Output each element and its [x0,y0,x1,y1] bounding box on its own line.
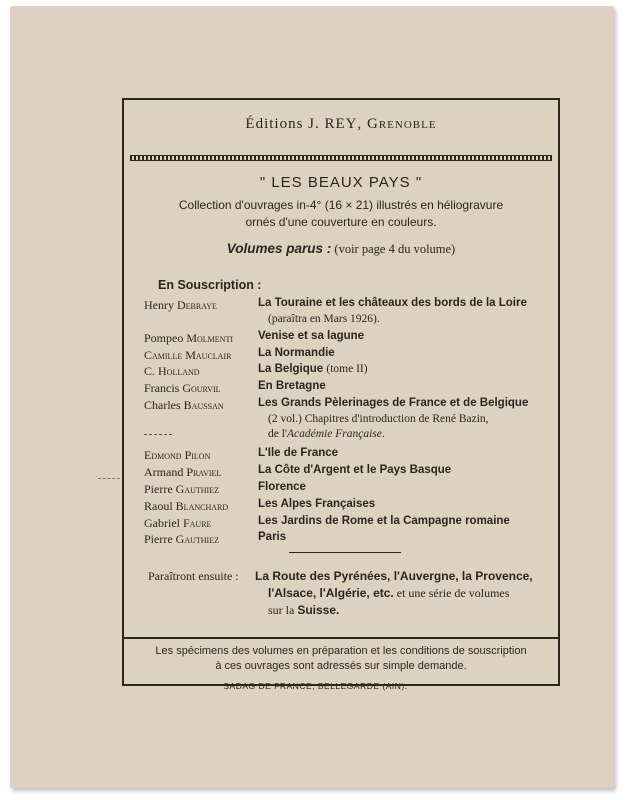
work-title: L'Ile de France [258,447,339,459]
work-title: Les Grands Pèlerinages de France et de Belgique [258,397,529,409]
work-title: Les Alpes Françaises [258,498,376,510]
author: Henry Debraye [144,298,217,312]
souscription-label: En Souscription : [158,278,262,292]
publisher-heading: Éditions J. REY, Grenoble [245,116,437,132]
decorative-hatched-rule [130,155,552,161]
printer-imprint: SADAG DE FRANCE, BELLEGARDE (AIN). [223,681,408,691]
margin-dash [98,478,120,479]
work-title: La Touraine et les châteaux des bords de la Loire [258,297,527,309]
publication-note: de l'Académie Française. [268,428,385,440]
author: Francis Gourvil [144,381,221,395]
series-title: " LES BEAUX PAYS " [259,174,423,191]
author: Pompeo Molmenti [144,331,234,345]
publication-note: (2 vol.) Chapitres d'introduction de René Bazin, [268,413,489,425]
separator-dash [144,434,172,435]
author: Gabriel Faure [144,516,212,530]
work-title: Paris [258,531,287,543]
author: Raoul Blanchard [144,499,229,513]
series-description-line-2: ornés d'une couverture en couleurs. [245,215,437,229]
work-title: Florence [258,481,306,493]
volumes-parus: Volumes parus : (voir page 4 du volume) [226,241,456,256]
author: Armand Praviel [144,465,222,479]
work-title: La Belgique (tome II) [258,363,368,375]
series-description-line-1: Collection d'ouvrages in-4° (16 × 21) illustrés en héliogravure [178,198,504,212]
footer-line-2: à ces ouvrages sont adressés sur simple demande. [215,660,467,672]
author: Charles Baussan [144,398,224,412]
work-title: Venise et sa lagune [258,330,365,342]
later-line-2: l'Alsace, l'Algérie, etc. et une série de volumes [268,586,510,600]
later-line-1: La Route des Pyrénées, l'Auvergne, la Provence, [255,569,533,583]
section-divider [289,552,401,553]
author: Camille Mauclair [144,348,232,362]
publication-note: (paraîtra en Mars 1926). [268,313,380,325]
work-title: La Normandie [258,347,335,359]
author: Pierre Gauthiez [144,482,219,496]
book-back-cover [10,6,614,788]
author: C. Holland [144,364,200,378]
content-frame [122,98,560,686]
later-line-3: sur la Suisse. [268,603,340,617]
work-title: Les Jardins de Rome et la Campagne romaine [258,515,510,527]
footer-line-1: Les spécimens des volumes en préparation et les conditions de souscription [155,645,527,657]
author: Pierre Gauthiez [144,532,219,546]
author: Edmond Pilon [144,448,211,462]
footer-box [124,637,558,686]
later-label: Paraîtront ensuite : [148,569,239,583]
work-title: En Bretagne [258,380,326,392]
work-title: La Côte d'Argent et le Pays Basque [258,464,452,476]
